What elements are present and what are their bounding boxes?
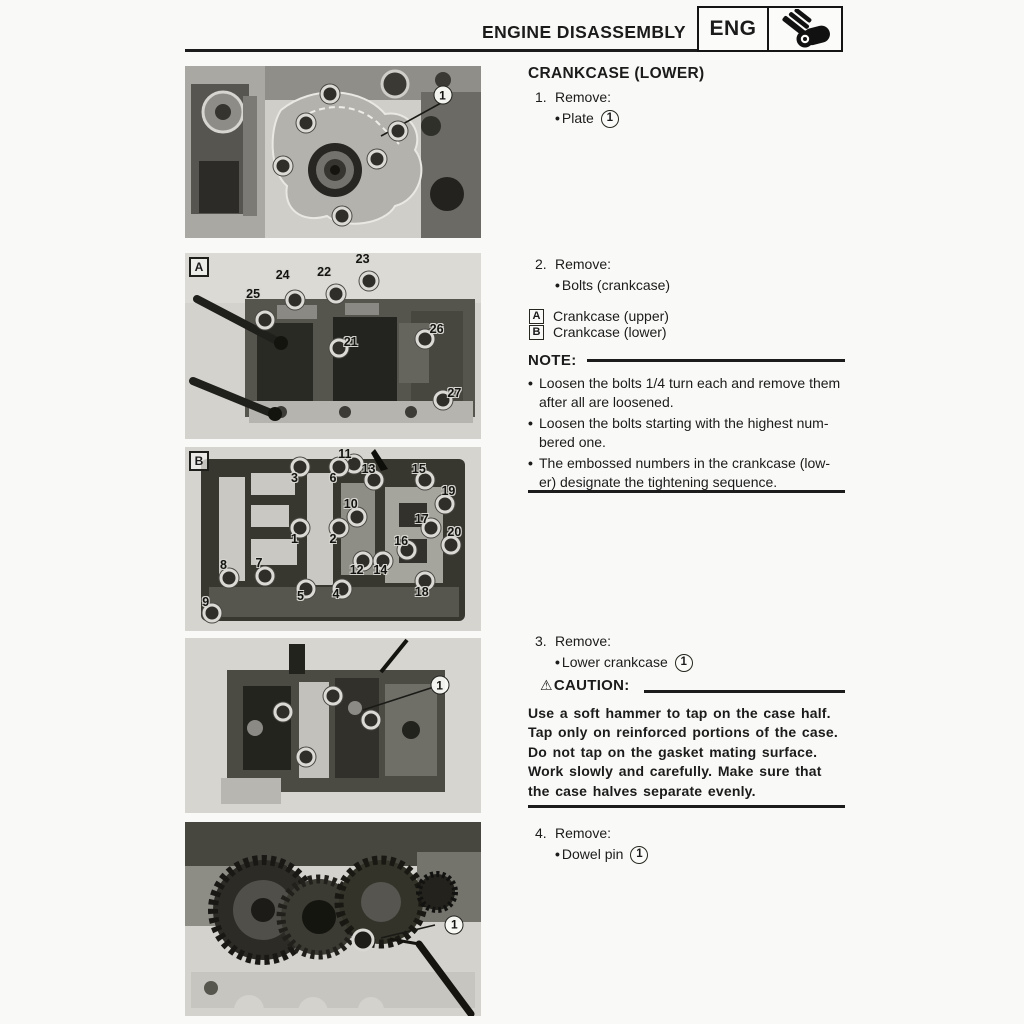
bolt-number-callout: 3 <box>291 471 298 486</box>
bolt-ring <box>359 271 378 290</box>
caution-text: Work slowly and carefully. Make sure that <box>528 763 822 779</box>
step-action: Remove: <box>555 825 612 841</box>
bolt-number-callout: 6 <box>329 471 337 486</box>
bolt-number-callout: 14 <box>373 563 388 578</box>
step-number: 2. <box>535 256 547 272</box>
bolt-number-callout: 10 <box>343 497 358 512</box>
view-label-b <box>529 325 839 342</box>
bolt-ring <box>326 284 345 303</box>
figure-case-separation <box>185 638 481 813</box>
step-item-text: Dowel pin <box>561 846 624 862</box>
view-label-b-text: Crankcase (lower) <box>553 324 667 340</box>
step-number: 4. <box>535 825 547 841</box>
bolt-number-callout: 18 <box>414 585 429 600</box>
step-action: Remove: <box>555 89 612 105</box>
bolt-number-callout: 5 <box>296 589 304 604</box>
figure-gears-art <box>185 822 481 1016</box>
caution-text: Tap only on reinforced portions of the case. <box>528 724 838 740</box>
step-item-text: Lower crankcase <box>561 654 668 670</box>
note-text: The embossed numbers in the crankcase (low- <box>539 454 831 471</box>
figure-plate-photo <box>185 66 481 238</box>
section-title: CRANKCASE (LOWER) <box>528 65 705 82</box>
bullet: • <box>555 110 560 126</box>
step-3 <box>535 632 845 673</box>
caution-text: Use a soft hammer to tap on the case half. <box>528 704 831 721</box>
step-1 <box>535 88 845 129</box>
boxed-letter-a: A <box>529 309 544 324</box>
note-text: er) designate the tightening sequence. <box>539 474 778 490</box>
step-number: 3. <box>535 633 547 649</box>
bolt-number-callout: 23 <box>355 253 370 266</box>
circled-callout: 1 <box>430 676 449 695</box>
bullet: • <box>555 654 560 670</box>
step-action: Remove: <box>555 633 612 649</box>
bolt-number-callout: 19 <box>441 484 456 499</box>
bolt-number-callout: 16 <box>394 533 409 548</box>
figure-crankcase-upper <box>185 253 481 439</box>
bolt-ring <box>368 149 387 168</box>
figure-crankcase-lower <box>185 447 481 631</box>
bolt-ring <box>273 702 292 721</box>
bolt-ring <box>285 290 304 309</box>
note-rule <box>587 359 845 362</box>
caution-title: CAUTION: <box>553 677 630 694</box>
caution-text: Do not tap on the gasket mating surface. <box>528 743 818 760</box>
step-item-text: Plate <box>561 110 594 126</box>
bolt-number-callout: 9 <box>202 594 210 609</box>
bolt-number-callout: 27 <box>447 385 462 400</box>
step-4 <box>535 824 845 865</box>
figure-dowel-pin <box>185 822 481 1016</box>
note-bullet-3 <box>528 454 845 493</box>
note-text: bered one. <box>539 434 606 450</box>
bolt-number-callout: 1 <box>291 532 298 546</box>
note-bottom-rule <box>528 490 845 493</box>
bolt-number-callout: 11 <box>338 447 352 462</box>
bullet: • <box>555 846 560 862</box>
bolt-ring <box>362 711 381 730</box>
note-text: Loosen the bolts starting with the highest num- <box>539 414 829 431</box>
view-labels <box>529 308 839 341</box>
figure-case-art <box>185 638 481 813</box>
circled-number: 1 <box>675 654 693 672</box>
figure-tag-a: A <box>189 257 209 277</box>
bolt-number-callout: 4 <box>332 587 340 602</box>
note-block <box>528 351 845 493</box>
caution-bottom-rule <box>528 805 845 808</box>
bolt-number-callout: 13 <box>361 462 376 477</box>
figure-tag-b: B <box>189 451 209 471</box>
bolt-ring <box>332 206 351 225</box>
bullet: • <box>528 374 533 391</box>
note-text: Loosen the bolts 1/4 turn each and remove them <box>539 374 841 391</box>
circled-number: 1 <box>630 846 648 864</box>
step-number: 1. <box>535 89 547 105</box>
warning-icon: ⚠ <box>540 677 553 693</box>
bullet: • <box>555 277 560 293</box>
header-rule <box>185 49 700 52</box>
boxed-letter-b: B <box>529 325 544 340</box>
bolt-ring <box>273 156 292 175</box>
bolt-number-callout: 12 <box>349 563 364 578</box>
circled-number: 1 <box>601 110 619 128</box>
bolt-number-callout: 2 <box>329 532 337 546</box>
bolt-number-callout: 22 <box>317 264 332 279</box>
piston-cylinder-icon <box>769 8 841 50</box>
step-action: Remove: <box>555 256 612 272</box>
bolt-number-callout: 8 <box>219 557 227 572</box>
note-bullet-2 <box>528 414 845 453</box>
caution-block <box>528 676 845 801</box>
bolt-ring <box>297 113 316 132</box>
note-text: after all are loosened. <box>539 394 674 410</box>
circled-callout: 1 <box>433 86 452 105</box>
bolt-number-callout: 25 <box>246 286 261 301</box>
note-title: NOTE: <box>528 352 577 369</box>
page-title: ENGINE DISASSEMBLY <box>482 22 686 42</box>
step-item-text: Bolts (crankcase) <box>561 277 671 293</box>
chapter-tab-label: ENG <box>699 8 769 50</box>
bolt-ring <box>324 686 343 705</box>
bolt-ring <box>255 310 274 329</box>
bolt-number-callout: 20 <box>447 524 462 539</box>
bolt-number-callout: 21 <box>343 335 358 350</box>
bolt-ring <box>389 122 408 141</box>
note-bullet-1 <box>528 374 845 413</box>
step-2 <box>535 255 845 296</box>
bolt-number-callout: 15 <box>411 462 426 477</box>
bolt-number-callout: 24 <box>275 268 290 283</box>
bolt-number-callout: 17 <box>414 511 429 526</box>
chapter-tab <box>697 6 843 52</box>
view-label-a-text: Crankcase (upper) <box>553 307 669 324</box>
bolt-ring <box>297 748 316 767</box>
bolt-number-callout: 7 <box>255 555 263 570</box>
bolt-number-callout: 26 <box>429 322 444 337</box>
caution-rule <box>644 690 845 693</box>
bullet: • <box>528 454 533 471</box>
circled-callout: 1 <box>445 915 464 934</box>
bullet: • <box>528 414 533 431</box>
caution-text: the case halves separate evenly. <box>528 782 756 799</box>
bolt-ring <box>321 84 340 103</box>
